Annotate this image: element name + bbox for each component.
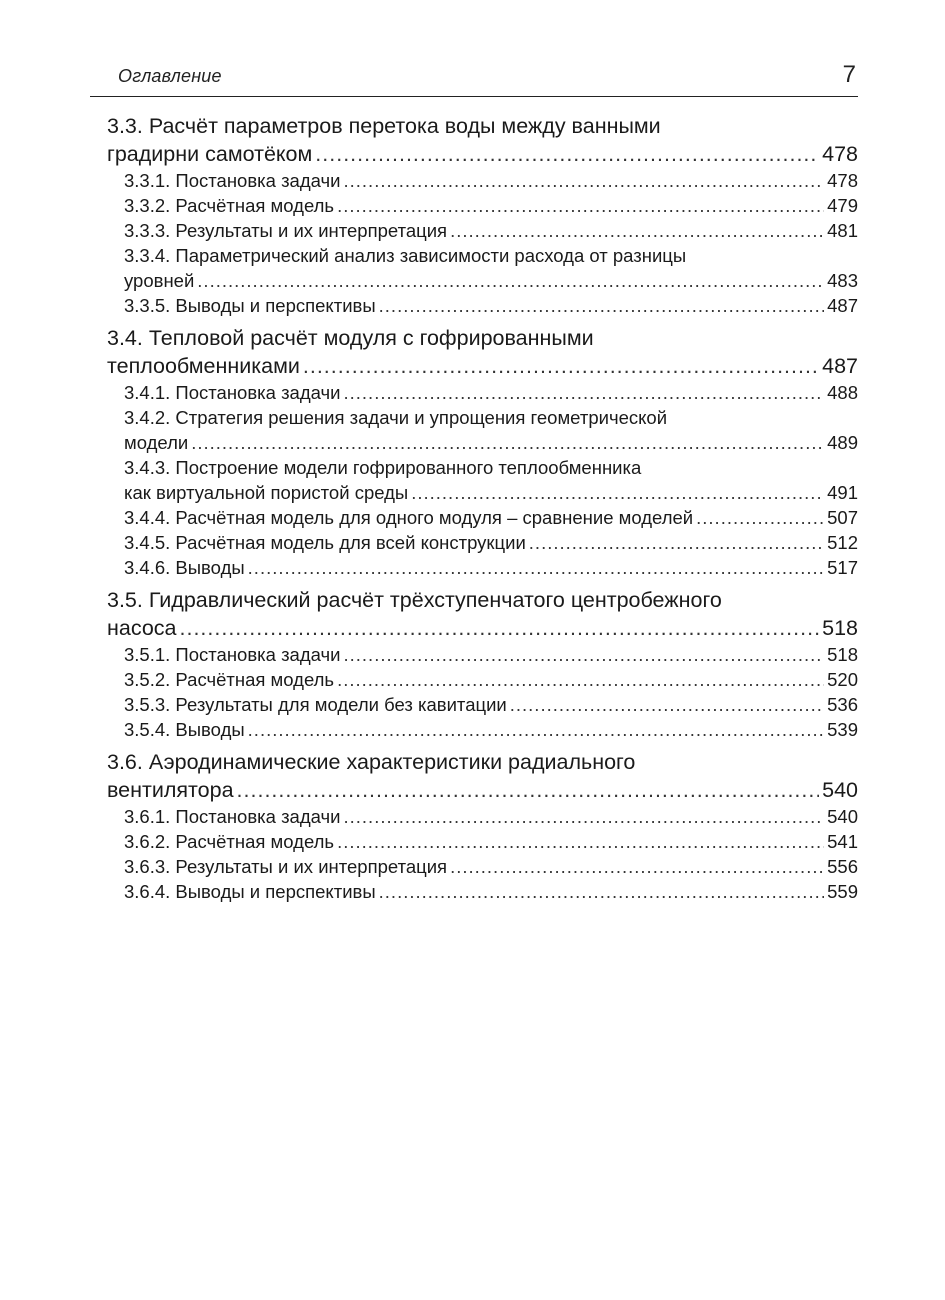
subsection-page: 556 [827, 856, 858, 877]
section-title-cont: градирни самотёком [107, 142, 313, 166]
section-entry [107, 353, 858, 380]
subsection-entry [124, 804, 858, 829]
subsection-page: 483 [827, 270, 858, 291]
subsection-list [124, 642, 858, 742]
subsection-page: 487 [827, 295, 858, 316]
subsection-page: 536 [827, 694, 858, 715]
subsection-list [124, 804, 858, 904]
subsection-entry [124, 380, 858, 405]
subsection-title: 3.3.4. Параметрический анализ зависимости расхода от разницы [124, 245, 687, 266]
subsection-title: 3.6.3. Результаты и их интерпретация [124, 856, 448, 877]
subsection-entry [124, 530, 858, 555]
running-title: Оглавление [118, 66, 222, 86]
subsection-title: 3.4.3. Построение модели гофрированного теплообменника [124, 457, 642, 478]
subsection-entry [124, 168, 858, 193]
subsection-entry [124, 829, 858, 854]
subsection-page: 559 [827, 881, 858, 902]
subsection-list [124, 380, 858, 580]
toc-section [107, 324, 858, 580]
toc-section [107, 586, 858, 742]
dot-leader [344, 804, 825, 829]
subsection-entry [124, 692, 858, 717]
section-entry [107, 615, 858, 642]
subsection-entry [124, 480, 858, 505]
subsection-page: 489 [827, 432, 858, 453]
dot-leader [337, 667, 824, 692]
subsection-title: 3.4.6. Выводы [124, 557, 245, 578]
subsection-page: 491 [827, 482, 858, 503]
dot-leader [337, 193, 824, 218]
section-title-cont: вентилятора [107, 778, 234, 802]
subsection-entry [124, 430, 858, 455]
subsection-entry [124, 268, 858, 293]
dot-leader [337, 829, 824, 854]
subsection-page: 488 [827, 382, 858, 403]
subsection-entry [124, 667, 858, 692]
dot-leader [303, 353, 819, 380]
dot-leader [379, 293, 824, 318]
subsection-title: 3.4.1. Постановка задачи [124, 382, 341, 403]
table-of-contents [107, 112, 858, 910]
section-page: 487 [822, 354, 858, 378]
subsection-title: 3.3.5. Выводы и перспективы [124, 295, 376, 316]
subsection-title: 3.3.1. Постановка задачи [124, 170, 341, 191]
dot-leader [248, 717, 824, 742]
dot-leader [510, 692, 824, 717]
subsection-page: 478 [827, 170, 858, 191]
section-page: 540 [822, 778, 858, 802]
subsection-page: 517 [827, 557, 858, 578]
subsection-page: 481 [827, 220, 858, 241]
subsection-entry [124, 293, 858, 318]
page-number: 7 [842, 61, 856, 88]
subsection-page: 518 [827, 644, 858, 665]
subsection-title: 3.5.2. Расчётная модель [124, 669, 335, 690]
subsection-title: модели [124, 432, 189, 453]
subsection-page: 541 [827, 831, 858, 852]
dot-leader [344, 168, 825, 193]
dot-leader [450, 854, 824, 879]
subsection-title: 3.6.4. Выводы и перспективы [124, 881, 376, 902]
section-title: 3.5. Гидравлический расчёт трёхступенчатого центробежного [107, 588, 722, 612]
subsection-entry [124, 642, 858, 667]
dot-leader [248, 555, 824, 580]
dot-leader [411, 480, 824, 505]
section-page: 518 [822, 616, 858, 640]
subsection-title: 3.3.3. Результаты и их интерпретация [124, 220, 448, 241]
section-title-cont: насоса [107, 616, 177, 640]
toc-section [107, 112, 858, 318]
dot-leader [696, 505, 824, 530]
section-title: 3.6. Аэродинамические характеристики радиального [107, 750, 636, 774]
section-entry [107, 141, 858, 168]
subsection-list [124, 168, 858, 318]
section-entry [107, 777, 858, 804]
subsection-entry [124, 854, 858, 879]
section-title: 3.4. Тепловой расчёт модуля с гофрированными [107, 326, 594, 350]
subsection-title: 3.6.1. Постановка задачи [124, 806, 341, 827]
subsection-entry [124, 879, 858, 904]
dot-leader [197, 268, 824, 293]
section-title: 3.3. Расчёт параметров перетока воды между ванными [107, 114, 661, 138]
subsection-title: 3.3.2. Расчётная модель [124, 195, 335, 216]
subsection-title: как виртуальной пористой среды [124, 482, 409, 503]
subsection-entry [124, 555, 858, 580]
section-title-cont: теплообменниками [107, 354, 300, 378]
subsection-page: 479 [827, 195, 858, 216]
subsection-title: уровней [124, 270, 195, 291]
subsection-page: 512 [827, 532, 858, 553]
dot-leader [529, 530, 824, 555]
subsection-title: 3.4.4. Расчётная модель для одного модуля – сравнение моделей [124, 507, 694, 528]
subsection-page: 507 [827, 507, 858, 528]
subsection-title: 3.6.2. Расчётная модель [124, 831, 335, 852]
subsection-entry [124, 717, 858, 742]
toc-section [107, 748, 858, 904]
dot-leader [344, 642, 825, 667]
dot-leader [344, 380, 825, 405]
subsection-page: 539 [827, 719, 858, 740]
dot-leader [450, 218, 824, 243]
dot-leader [315, 141, 819, 168]
subsection-title: 3.5.3. Результаты для модели без кавитации [124, 694, 507, 715]
dot-leader [191, 430, 824, 455]
running-header [90, 62, 858, 97]
subsection-entry [124, 193, 858, 218]
subsection-page: 540 [827, 806, 858, 827]
section-page: 478 [822, 142, 858, 166]
subsection-entry [124, 505, 858, 530]
subsection-title: 3.4.5. Расчётная модель для всей конструкции [124, 532, 526, 553]
dot-leader [180, 615, 820, 642]
dot-leader [237, 777, 820, 804]
subsection-title: 3.4.2. Стратегия решения задачи и упрощения геометрической [124, 407, 668, 428]
subsection-title: 3.5.1. Постановка задачи [124, 644, 341, 665]
dot-leader [379, 879, 824, 904]
subsection-page: 520 [827, 669, 858, 690]
subsection-title: 3.5.4. Выводы [124, 719, 245, 740]
subsection-entry [124, 218, 858, 243]
